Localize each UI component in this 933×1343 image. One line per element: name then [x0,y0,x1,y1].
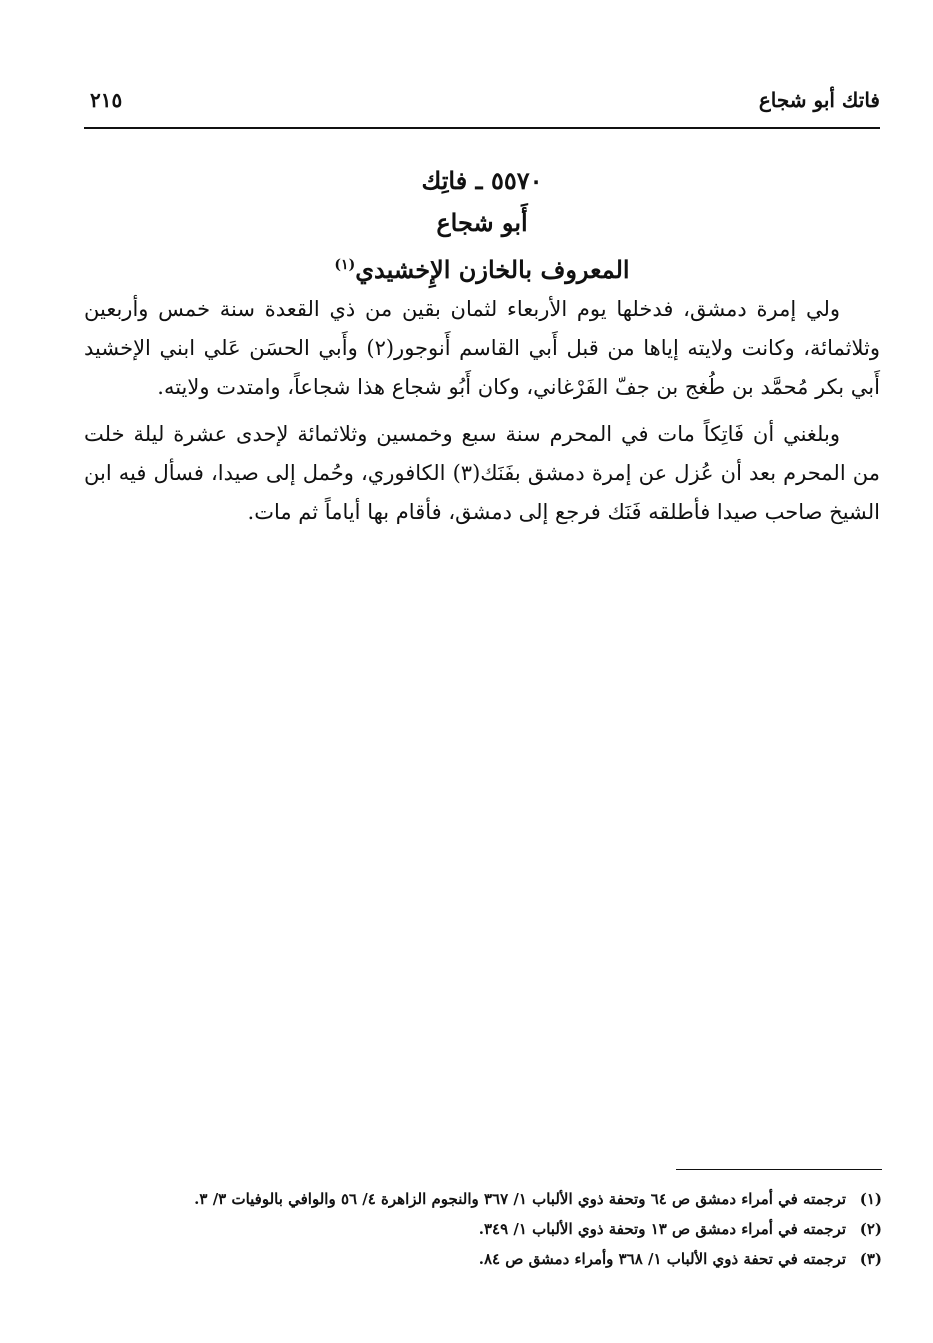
footnote-text: ترجمته في تحفة ذوي الألباب ١/ ٣٦٨ وأمراء دمشق ص ٨٤. [478,1250,846,1268]
footnote-3 [84,1244,882,1274]
footnote-number: (٣) [859,1250,882,1268]
footnote-1 [84,1184,882,1214]
footnote-text: ترجمته في أمراء دمشق ص ١٣ وتحفة ذوي الألباب ١/ ٣٤٩. [478,1220,846,1238]
header-rule [84,127,880,129]
page-number: ٢١٥ [90,88,123,112]
entry-heading [84,160,880,291]
running-head [84,88,880,122]
entry-number-title: ٥٥٧٠ ـ فاتِك [421,166,543,195]
footnote-number: (١) [859,1190,882,1208]
entry-kunya: أَبو شجاع [436,208,528,237]
paragraph-1: ولي إمرة دمشق، فدخلها يوم الأربعاء لثمان بقين من ذي القعدة سنة خمس وأربعين وثلاثمائة، وكانت ولايته إياها من قبل أَبي القاسم أَنوجور(٢) وأَبي الحسَن عَلي ابني الإخشيد أَبي بكر مُحمَّد بن طُغج بن جفّ الفَرْغاني، وكان أَبُو شجاع هذا شجاعاً، وامتدت ولايته. [84,297,881,399]
footnote-ref-1: (١) [334,257,356,273]
footnote-2 [84,1214,882,1244]
paragraph-2: وبلغني أن فَاتِكاً مات في المحرم سنة سبع وخمسين وثلاثمائة لإحدى عشرة ليلة خلت من المحرم بعد أن عُزل عن إمرة دمشق بفَنَك(٣) الكافوري، وحُمل إلى صيدا، فسأل فيه ابن الشيخ صاحب صيدا فأطلقه فَنَك فرجع إلى دمشق، فأقام بها أياماً ثم مات. [84,422,880,524]
footnote-rule [676,1169,882,1170]
entry-known-as-line [84,244,880,291]
footnote-text: ترجمته في أمراء دمشق ص ٦٤ وتحفة ذوي الألباب ١/ ٣٦٧ والنجوم الزاهرة ٤/ ٥٦ والوافي بالوفيات ٣/ ٣. [194,1190,846,1208]
footnote-number: (٢) [859,1220,882,1238]
footnotes [84,1184,882,1274]
entry-known-as: المعروف بالخازن الإِخشيدي [355,255,630,284]
body-text [84,290,880,540]
running-title: فاتك أبو شجاع [758,88,880,112]
